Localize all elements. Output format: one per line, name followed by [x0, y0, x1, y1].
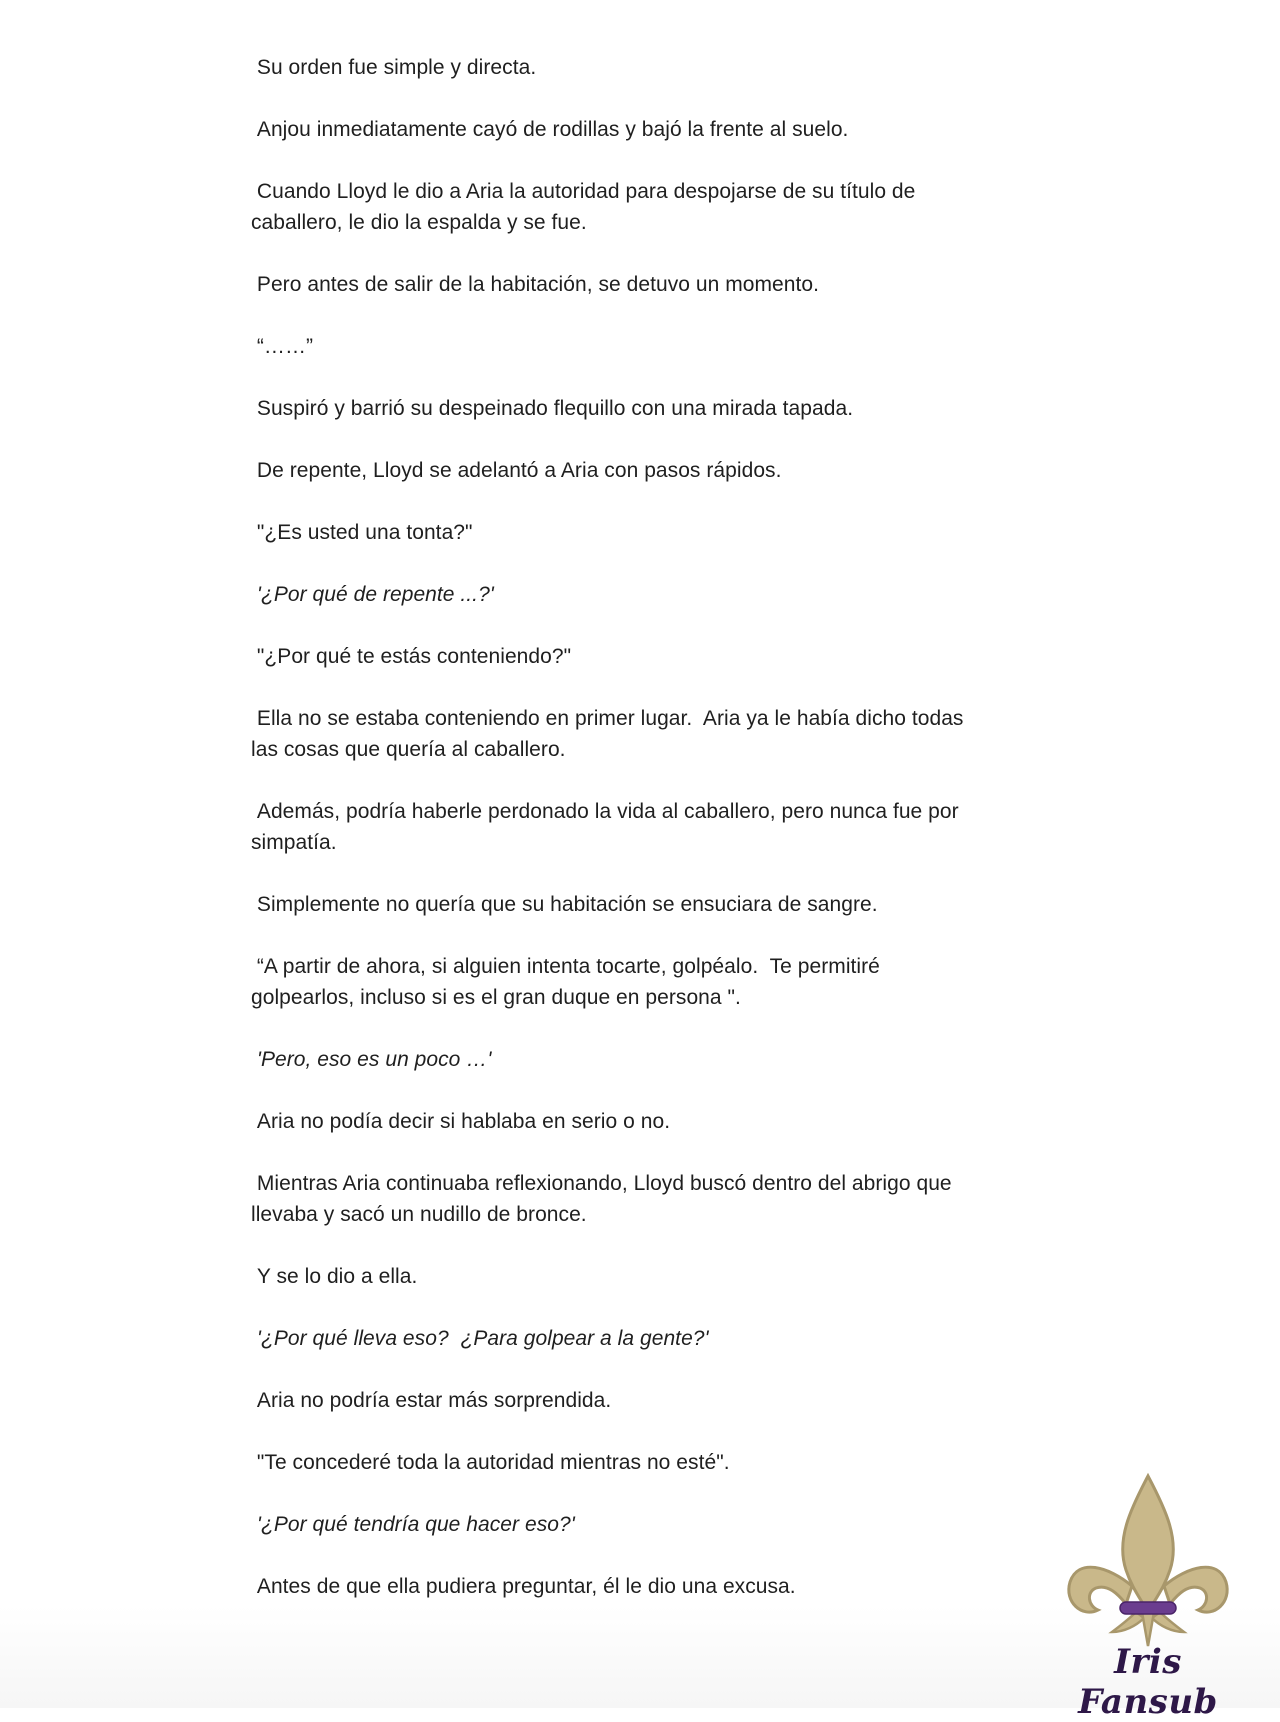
paragraph: Aria no podría estar más sorprendida.: [251, 1389, 612, 1412]
watermark-text: Iris Fansub: [1078, 1642, 1218, 1722]
paragraph: Cuando Lloyd le dio a Aria la autoridad para despojarse de su título de caballero, le dio la espalda y se fue.: [251, 180, 916, 234]
paragraph: “……”: [251, 335, 314, 358]
paragraph: Y se lo dio a ella.: [251, 1265, 418, 1288]
paragraph: Mientras Aria continuaba reflexionando, Lloyd buscó dentro del abrigo que llevaba y sacó un nudillo de bronce.: [251, 1172, 952, 1226]
paragraph: '¿Por qué lleva eso? ¿Para golpear a la gente?': [251, 1327, 709, 1350]
paragraph: Su orden fue simple y directa.: [251, 56, 537, 79]
paragraph: “A partir de ahora, si alguien intenta tocarte, golpéalo. Te permitiré golpearlos, incluso si es el gran duque en persona ".: [251, 955, 880, 1009]
paragraph: Ella no se estaba conteniendo en primer lugar. Aria ya le había dicho todas las cosas que quería al caballero.: [251, 707, 964, 761]
paragraph: Antes de que ella pudiera preguntar, él le dio una excusa.: [251, 1575, 796, 1598]
paragraph: Anjou inmediatamente cayó de rodillas y bajó la frente al suelo.: [251, 118, 849, 141]
paragraph: Suspiró y barrió su despeinado flequillo con una mirada tapada.: [251, 397, 854, 420]
paragraph: '¿Por qué de repente ...?': [251, 583, 494, 606]
paragraph: Además, podría haberle perdonado la vida al caballero, pero nunca fue por simpatía.: [251, 800, 959, 854]
paragraph: Pero antes de salir de la habitación, se detuvo un momento.: [251, 273, 820, 296]
paragraph: "¿Por qué te estás conteniendo?": [251, 645, 572, 668]
document-body: [251, 52, 1031, 1633]
paragraph: 'Pero, eso es un poco …': [251, 1048, 492, 1071]
paragraph: Aria no podía decir si hablaba en serio o no.: [251, 1110, 671, 1133]
watermark-logo: [1048, 1470, 1248, 1722]
paragraph: "Te concederé toda la autoridad mientras no esté".: [251, 1451, 730, 1474]
paragraph: De repente, Lloyd se adelantó a Aria con pasos rápidos.: [251, 459, 782, 482]
fleur-de-lis-icon: [1048, 1470, 1248, 1650]
paragraph: '¿Por qué tendría que hacer eso?': [251, 1513, 575, 1536]
paragraph: Simplemente no quería que su habitación se ensuciara de sangre.: [251, 893, 878, 916]
paragraph: "¿Es usted una tonta?": [251, 521, 473, 544]
